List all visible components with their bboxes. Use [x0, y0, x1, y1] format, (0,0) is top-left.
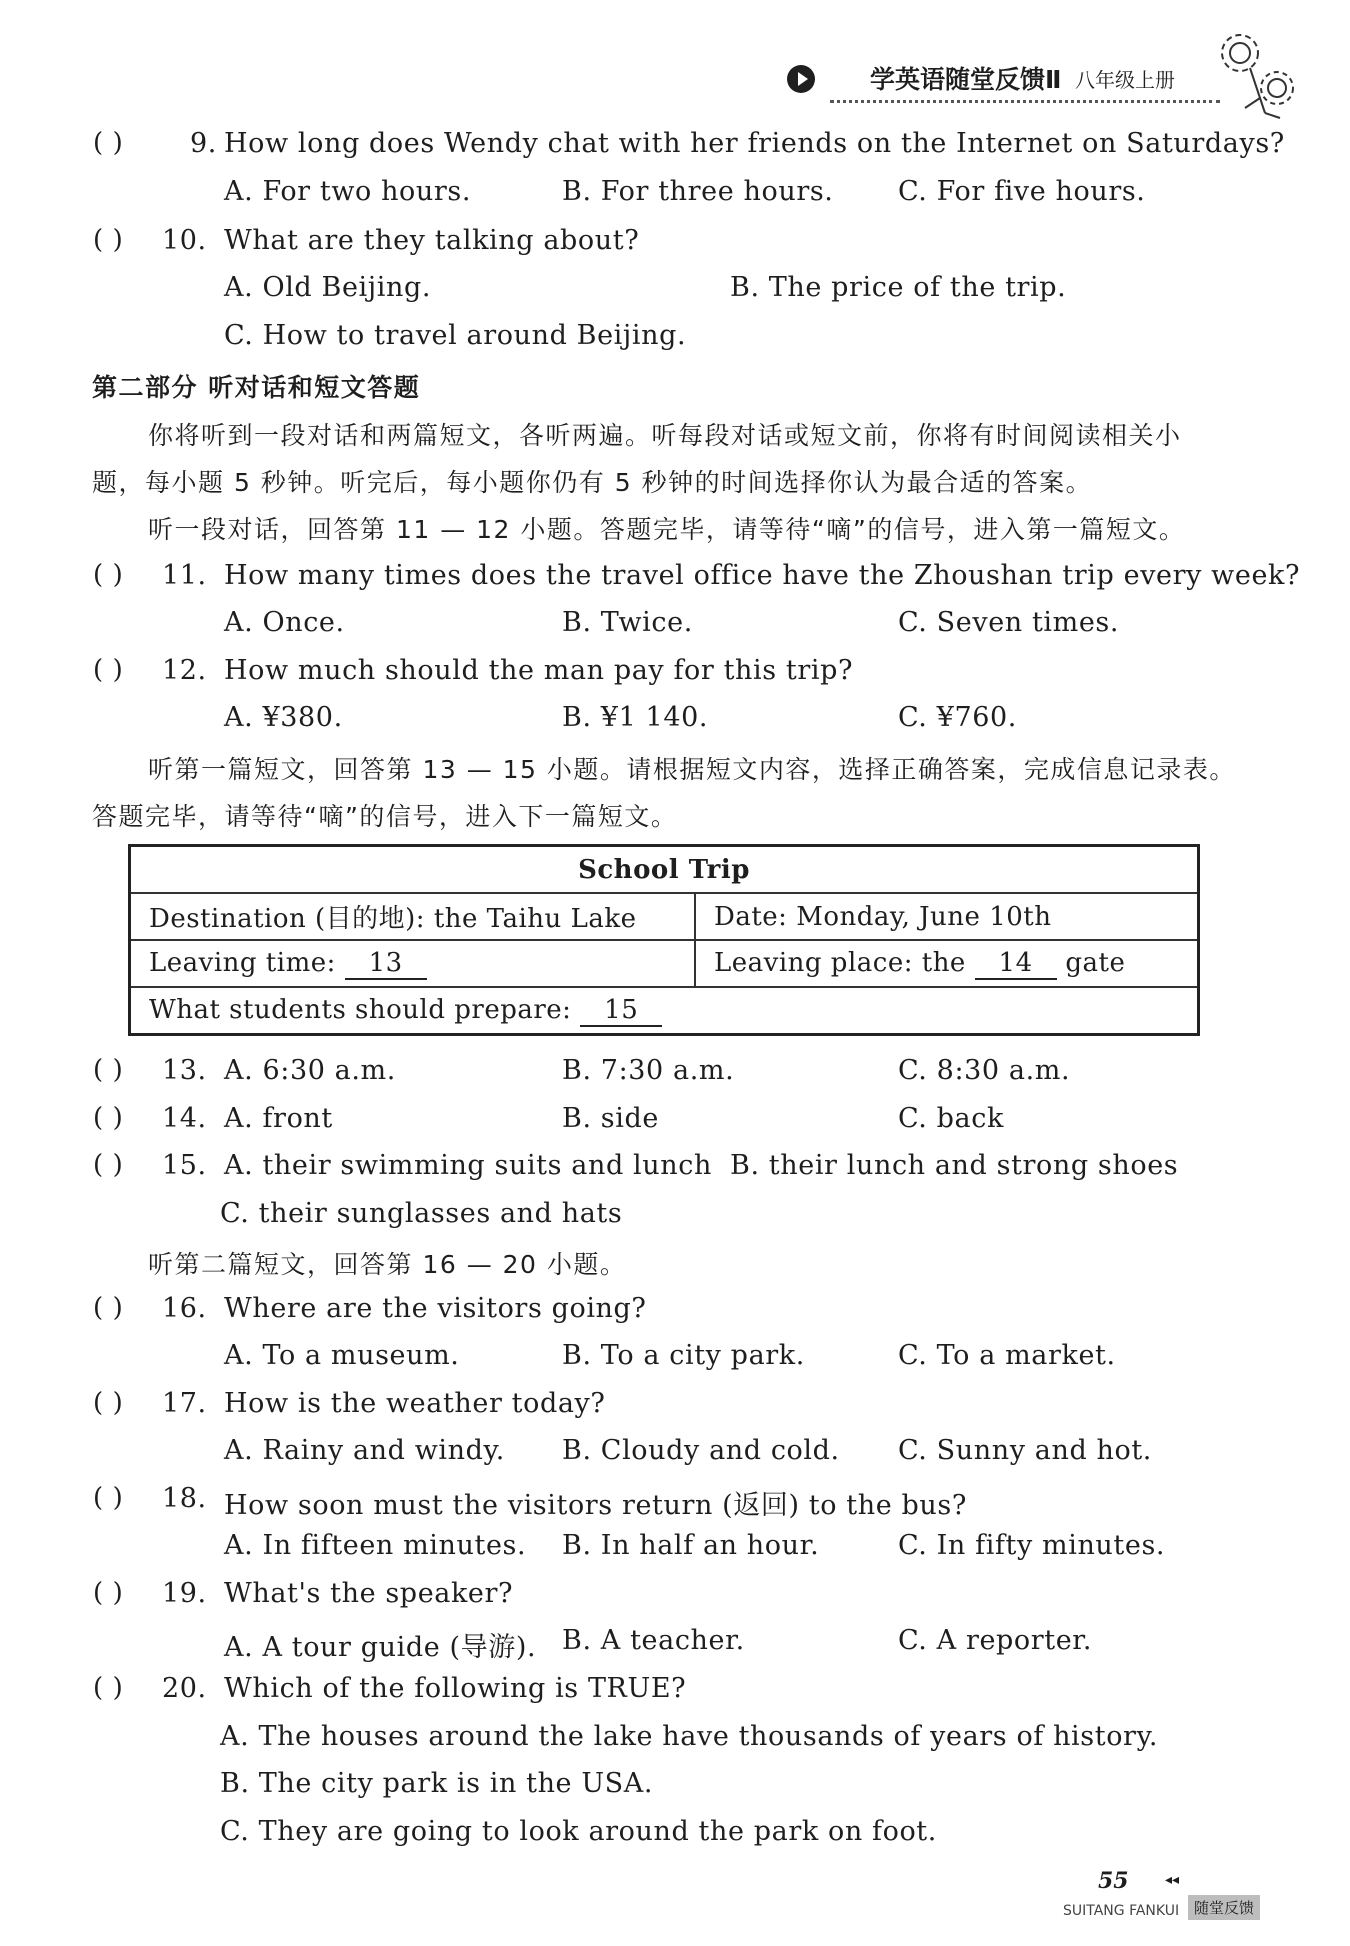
question-text: How much should the man pay for this trip?	[224, 655, 854, 686]
answer-paren[interactable]: ( )	[93, 1055, 124, 1085]
option-b[interactable]: B. The city park is in the USA.	[220, 1768, 654, 1799]
play-icon	[787, 65, 815, 93]
question-text: What are they talking about?	[224, 225, 640, 256]
table-title: School Trip	[130, 846, 1199, 894]
question-number: 10.	[162, 225, 207, 256]
option-c[interactable]: C. They are going to look around the park on foot.	[220, 1816, 937, 1847]
option-a[interactable]: A. The houses around the lake have thousands of years of history.	[220, 1721, 1159, 1752]
option-b[interactable]: B. In half an hour.	[562, 1530, 820, 1561]
option-c[interactable]: C. For five hours.	[898, 176, 1146, 207]
option-b[interactable]: B. side	[562, 1103, 659, 1134]
page-number: 55	[1098, 1868, 1129, 1894]
series-name-cn: 随堂反馈	[1188, 1895, 1260, 1920]
answer-paren[interactable]: ( )	[93, 1673, 124, 1703]
option-b[interactable]: B. A teacher.	[562, 1625, 745, 1656]
part2-intro-line1: 你将听到一段对话和两篇短文，各听两遍。听每段对话或短文前，你将有时间阅读相关小	[148, 421, 1182, 450]
question-number: 14.	[162, 1103, 207, 1134]
leaving-place-label: Leaving place: the	[714, 947, 966, 978]
option-a[interactable]: A. Rainy and windy.	[224, 1435, 505, 1466]
option-a[interactable]: A. For two hours.	[224, 176, 472, 207]
question-text: How long does Wendy chat with her friends on the Internet on Saturdays?	[224, 128, 1285, 159]
school-trip-table	[128, 844, 1200, 1036]
option-a[interactable]: A. front	[224, 1103, 333, 1134]
answer-paren[interactable]: ( )	[93, 128, 124, 158]
option-a[interactable]: A. Once.	[224, 607, 345, 638]
option-a[interactable]: A. ¥380.	[224, 702, 343, 733]
header-dotted-line	[830, 100, 1220, 103]
question-number: 18.	[162, 1483, 207, 1514]
option-b[interactable]: B. The price of the trip.	[730, 272, 1067, 303]
answer-paren[interactable]: ( )	[93, 1388, 124, 1418]
question-text: Which of the following is TRUE?	[224, 1673, 687, 1704]
answer-paren[interactable]: ( )	[93, 655, 124, 685]
series-name-en: SUITANG FANKUI	[1063, 1903, 1180, 1919]
option-a[interactable]: A. In fifteen minutes.	[224, 1530, 527, 1561]
option-c[interactable]: C. Seven times.	[898, 607, 1120, 638]
blank-15[interactable]: 15	[580, 995, 662, 1027]
option-a[interactable]: A. Old Beijing.	[224, 272, 432, 303]
option-b[interactable]: B. ¥1 140.	[562, 702, 709, 733]
answer-paren[interactable]: ( )	[93, 1483, 124, 1513]
passage1-instruction-line2: 答题完毕，请等待“嘀”的信号，进入下一篇短文。	[92, 802, 678, 831]
answer-paren[interactable]: ( )	[93, 1150, 124, 1180]
question-number: 15.	[162, 1150, 207, 1181]
option-c[interactable]: C. In fifty minutes.	[898, 1530, 1166, 1561]
part2-intro-line2: 题，每小题 5 秒钟。听完后，每小题你仍有 5 秒钟的时间选择你认为最合适的答案。	[92, 468, 1093, 497]
header-subtitle: 八年级上册	[1075, 68, 1175, 92]
question-number: 20.	[162, 1673, 207, 1704]
blank-14[interactable]: 14	[975, 948, 1057, 980]
leaving-place-cell	[695, 940, 1199, 987]
question-number: 17.	[162, 1388, 207, 1419]
option-c[interactable]: C. 8:30 a.m.	[898, 1055, 1071, 1086]
passage2-instruction: 听第二篇短文，回答第 16 — 20 小题。	[148, 1250, 627, 1279]
date-cell: Date: Monday, June 10th	[695, 893, 1199, 940]
answer-paren[interactable]: ( )	[93, 560, 124, 590]
destination-cell: Destination (目的地): the Taihu Lake	[130, 893, 696, 940]
dialog-instruction: 听一段对话，回答第 11 — 12 小题。答题完毕，请等待“嘀”的信号，进入第一篇短文。	[148, 515, 1186, 544]
option-b[interactable]: B. Twice.	[562, 607, 693, 638]
passage1-instruction-line1: 听第一篇短文，回答第 13 — 15 小题。请根据短文内容，选择正确答案，完成信息记录表。	[148, 755, 1236, 784]
question-number: 9.	[190, 128, 217, 159]
blank-13[interactable]: 13	[345, 948, 427, 980]
option-a[interactable]: A. To a museum.	[224, 1340, 460, 1371]
option-c[interactable]: C. their sunglasses and hats	[220, 1198, 623, 1229]
option-a[interactable]: A. 6:30 a.m.	[224, 1055, 396, 1086]
leaving-time-cell	[130, 940, 696, 987]
option-c[interactable]: C. ¥760.	[898, 702, 1017, 733]
question-number: 19.	[162, 1578, 207, 1609]
answer-paren[interactable]: ( )	[93, 1578, 124, 1608]
leaving-time-label: Leaving time:	[149, 947, 336, 978]
option-b[interactable]: B. 7:30 a.m.	[562, 1055, 735, 1086]
option-b[interactable]: B. their lunch and strong shoes	[730, 1150, 1179, 1181]
back-arrows-icon: ◂◂	[1165, 1872, 1180, 1888]
option-b[interactable]: B. To a city park.	[562, 1340, 805, 1371]
gate-label: gate	[1065, 947, 1126, 978]
sunflower-decoration-icon	[1205, 18, 1315, 128]
prepare-cell	[130, 987, 1199, 1035]
question-text: How is the weather today?	[224, 1388, 606, 1419]
question-number: 11.	[162, 560, 207, 591]
header-title: 学英语随堂反馈Ⅱ	[870, 65, 1062, 94]
question-number: 16.	[162, 1293, 207, 1324]
part2-heading: 第二部分 听对话和短文答题	[92, 373, 421, 402]
question-text: How soon must the visitors return (返回) to the bus?	[224, 1490, 967, 1521]
answer-paren[interactable]: ( )	[93, 225, 124, 255]
option-c[interactable]: C. How to travel around Beijing.	[224, 320, 687, 351]
question-number: 12.	[162, 655, 207, 686]
option-c[interactable]: C. To a market.	[898, 1340, 1116, 1371]
option-c[interactable]: C. Sunny and hot.	[898, 1435, 1152, 1466]
option-b[interactable]: B. For three hours.	[562, 176, 834, 207]
option-c[interactable]: C. back	[898, 1103, 1004, 1134]
prepare-label: What students should prepare:	[149, 994, 572, 1025]
question-text: What's the speaker?	[224, 1578, 514, 1609]
question-number: 13.	[162, 1055, 207, 1086]
answer-paren[interactable]: ( )	[93, 1103, 124, 1133]
question-text: Where are the visitors going?	[224, 1293, 647, 1324]
option-c[interactable]: C. A reporter.	[898, 1625, 1093, 1656]
answer-paren[interactable]: ( )	[93, 1293, 124, 1323]
option-a[interactable]: A. their swimming suits and lunch	[224, 1150, 712, 1181]
option-a[interactable]: A. A tour guide (导游).	[224, 1632, 537, 1663]
option-b[interactable]: B. Cloudy and cold.	[562, 1435, 840, 1466]
question-text: How many times does the travel office have the Zhoushan trip every week?	[224, 560, 1301, 591]
